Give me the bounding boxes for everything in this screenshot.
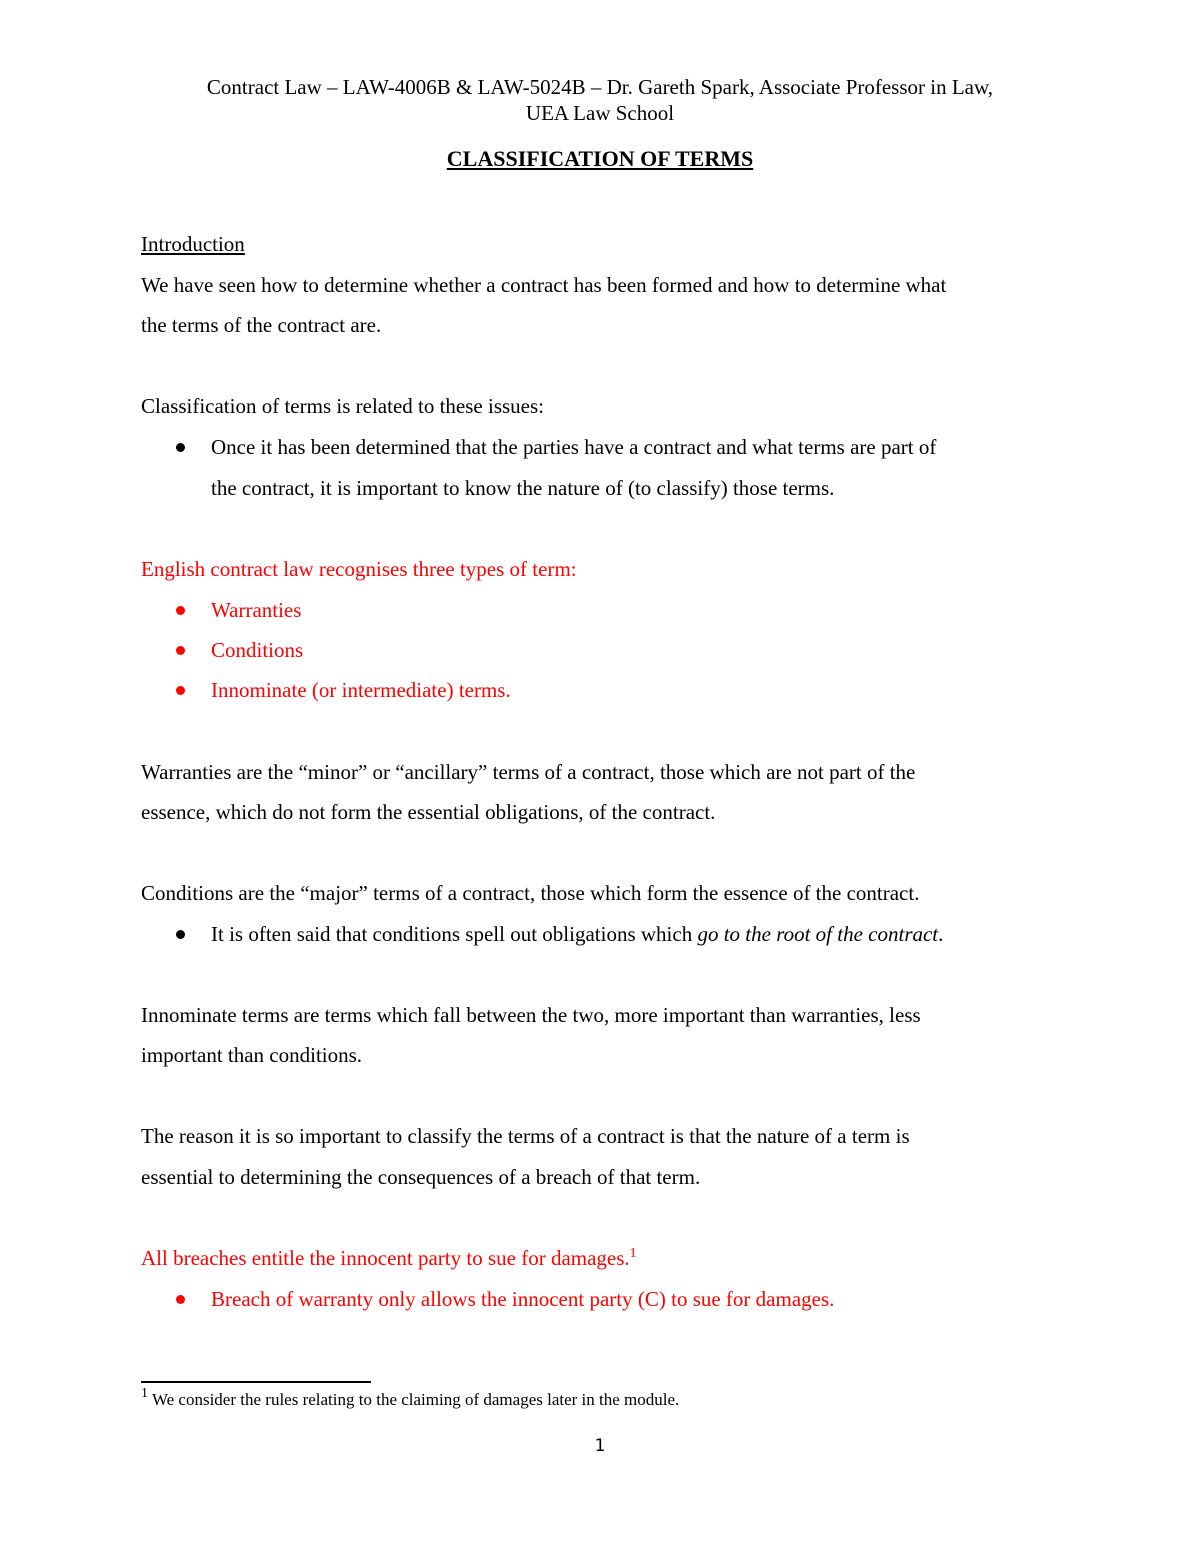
innominate-paragraph-line-2: important than conditions. [141, 1043, 363, 1067]
reason-paragraph-line-2: essential to determining the consequences of a breach of that term. [141, 1165, 701, 1189]
bullet-icon [176, 646, 185, 655]
reason-paragraph-line-1: The reason it is so important to classify the terms of a contract is that the nature of a term is [141, 1124, 910, 1148]
page-number: 1 [594, 1436, 606, 1456]
footnote [141, 1386, 680, 1410]
conditions-bullet-italic: go to the root of the contract [697, 922, 939, 946]
header-line-2: UEA Law School [525, 101, 675, 125]
types-item-warranties: Warranties [211, 598, 302, 622]
warranties-paragraph-line-1: Warranties are the “minor” or “ancillary” terms of a contract, those which are not part of the [141, 760, 916, 784]
breaches-lead-text: All breaches entitle the innocent party to sue for damages. [141, 1246, 630, 1270]
innominate-paragraph-line-1: Innominate terms are terms which fall between the two, more important than warranties, less [141, 1003, 921, 1027]
classification-lead: Classification of terms is related to these issues: [141, 394, 544, 418]
warranties-paragraph-line-2: essence, which do not form the essential obligations, of the contract. [141, 800, 716, 824]
bullet-icon [176, 443, 185, 452]
bullet-icon [176, 686, 185, 695]
footnote-reference[interactable]: 1 [629, 1246, 637, 1261]
footnote-divider [141, 1381, 371, 1383]
section-heading-introduction: Introduction [141, 232, 245, 256]
types-lead: English contract law recognises three types of term: [141, 557, 577, 581]
bullet-icon [176, 930, 185, 939]
bullet-icon [176, 606, 185, 615]
page-title: CLASSIFICATION OF TERMS [446, 146, 754, 171]
conditions-bullet-text: It is often said that conditions spell out obligations which [211, 922, 698, 946]
footnote-marker: 1 [141, 1386, 148, 1401]
types-item-conditions: Conditions [211, 638, 304, 662]
types-item-innominate: Innominate (or intermediate) terms. [211, 678, 511, 702]
conditions-bullet [211, 921, 943, 947]
bullet-icon [176, 1295, 185, 1304]
header-line-1: Contract Law – LAW-4006B & LAW-5024B – Dr. Gareth Spark, Associate Professor in Law, [206, 75, 994, 99]
intro-paragraph-line-1: We have seen how to determine whether a contract has been formed and how to determine what [141, 273, 947, 297]
breaches-bullet: Breach of warranty only allows the innocent party (C) to sue for damages. [211, 1287, 835, 1311]
conditions-bullet-end: . [938, 922, 944, 946]
classification-bullet-line-2: the contract, it is important to know the nature of (to classify) those terms. [211, 476, 835, 500]
footnote-text: We consider the rules relating to the claiming of damages later in the module. [148, 1390, 680, 1409]
intro-paragraph-line-2: the terms of the contract are. [141, 313, 382, 337]
classification-bullet-line-1: Once it has been determined that the parties have a contract and what terms are part of [211, 435, 937, 459]
breaches-lead [141, 1245, 637, 1271]
conditions-paragraph-line-1: Conditions are the “major” terms of a contract, those which form the essence of the contract. [141, 881, 920, 905]
